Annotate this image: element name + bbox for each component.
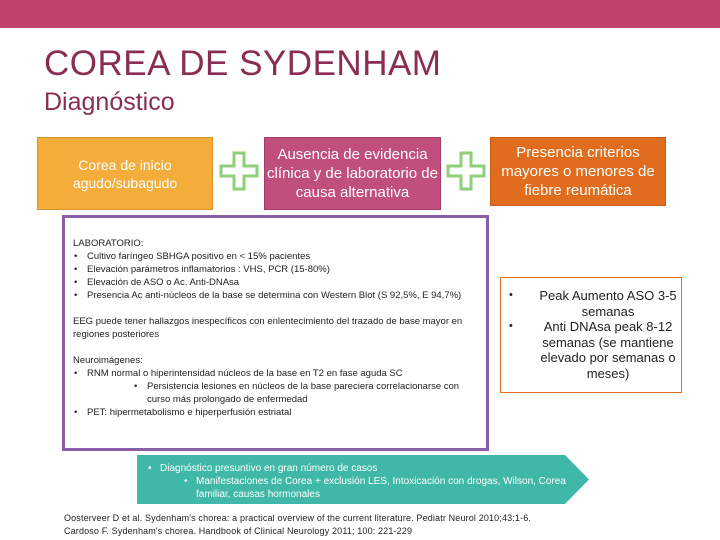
neuro-list: [73, 367, 478, 380]
eeg-text: EEG puede tener hallazgos inespecíficos con enlentecimiento del trazado de base mayor en regiones posteriores: [73, 316, 463, 340]
neuro-list-2: [73, 406, 478, 419]
references: [64, 512, 531, 537]
laboratory-panel: [62, 215, 489, 451]
reference-item: Oosterveer D et al. Sydenham's chorea: a practical overview of the current literature. Pediatr Neurol 2010;43:1-6.: [64, 513, 532, 523]
list-item: • Elevación de ASO o Ac. Anti-DNAsa: [73, 276, 478, 289]
peak-list: [509, 288, 677, 381]
plus-icon: [218, 150, 260, 192]
presumptive-diagnosis-text: [148, 462, 568, 501]
neuro-sublist: [73, 380, 478, 406]
criterion-exclusion-text: Ausencia de evidencia clínica y de laboratorio de causa alternativa: [267, 146, 438, 201]
list-item: • Elevación parámetros inflamatorios : VHS, PCR (15-80%): [73, 263, 478, 276]
list-item: • Presencia Ac anti-núcleos de la base se determina con Western Blot (S 92,5%, E 94,7%): [73, 289, 478, 302]
list-item: • Cultivo faríngeo SBHGA positivo en < 15% pacientes: [73, 250, 478, 263]
slide-title: COREA DE SYDENHAM: [44, 44, 442, 83]
arrow-line-1: • Diagnóstico presuntivo en gran número de casos: [148, 462, 568, 475]
antibody-peak-panel: [500, 277, 682, 393]
neuro-heading: Neuroimágenes:: [73, 355, 143, 366]
top-bar: [0, 0, 720, 28]
lab-list: [73, 250, 478, 302]
criterion-onset-box: [37, 137, 213, 210]
plus-icon: [445, 150, 487, 192]
list-item: • PET: hipermetabolismo e hiperperfusión estriatal: [73, 406, 478, 419]
arrow-line-2: • Manifestaciones de Corea + exclusión LES, Intoxicación con drogas, Wilson, Corea familiar, causas hormonales: [148, 475, 568, 501]
criterion-rheumatic-box: [490, 137, 666, 206]
lab-heading: LABORATORIO:: [73, 238, 144, 249]
list-item: • Persistencia lesiones en núcleos de la base pareciera correlacionarse con curso más prolongado de enfermedad: [133, 380, 478, 406]
criterion-exclusion-box: [264, 137, 441, 210]
list-item: • RNM normal o hiperintensidad núcleos de la base en T2 en fase aguda SC: [73, 367, 478, 380]
criterion-rheumatic-text: Presencia criterios mayores o menores de fiebre reumática: [501, 144, 655, 199]
criterion-onset-text: Corea de inicio agudo/subagudo: [72, 156, 178, 191]
reference-item: Cardoso F. Sydenham's chorea. Handbook of Clinical Neurology 2011; 100: 221-229: [64, 525, 413, 536]
list-item: • Peak Aumento ASO 3-5 semanas: [509, 288, 677, 319]
list-item: • Anti DNAsa peak 8-12 semanas (se mantiene elevado por semanas o meses): [509, 319, 677, 381]
slide-subtitle: Diagnóstico: [44, 88, 175, 116]
